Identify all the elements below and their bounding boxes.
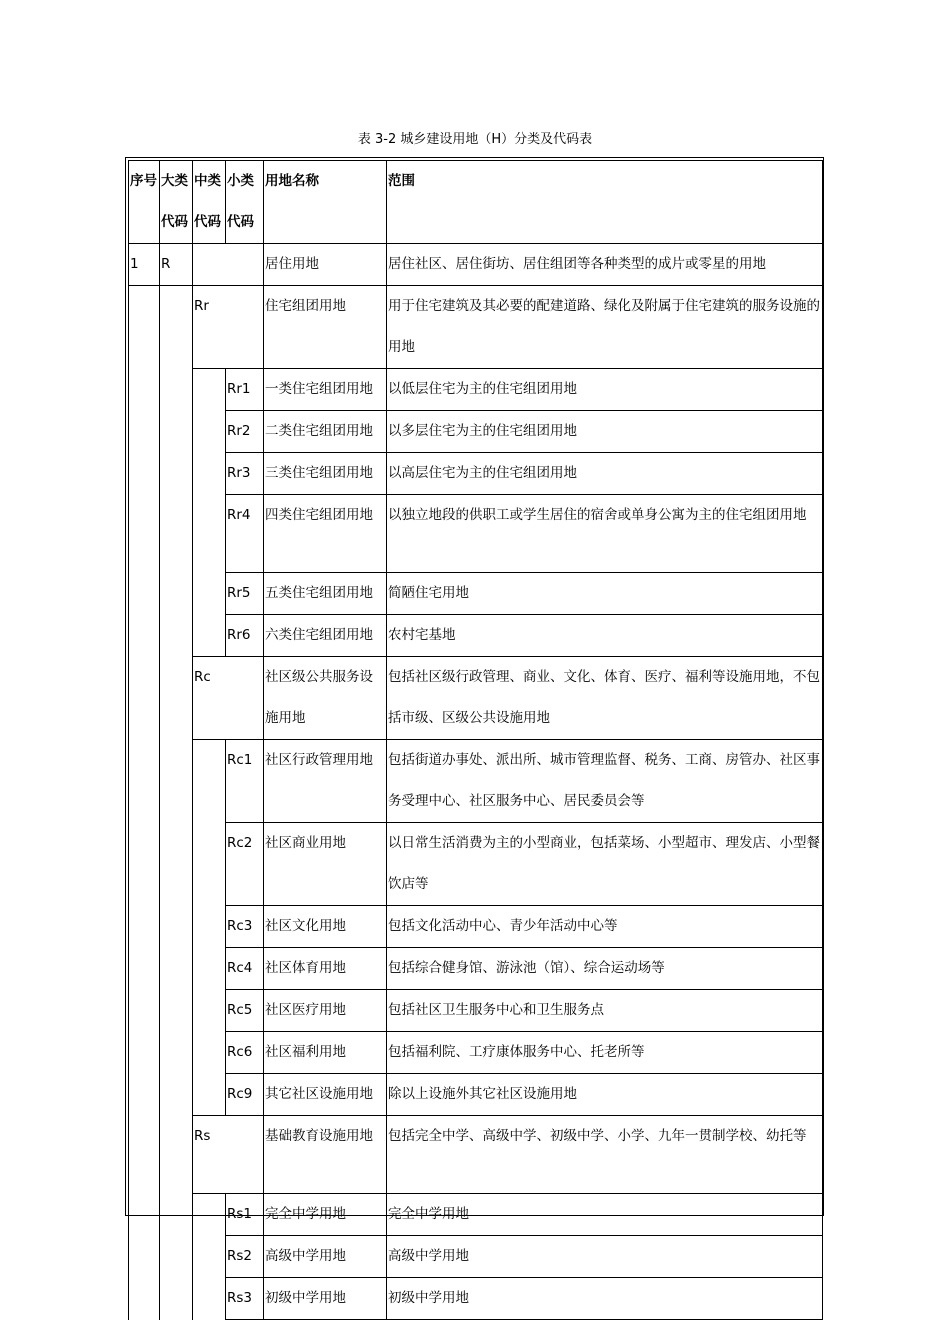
cell-seq	[129, 453, 160, 495]
land-use-table-frame	[125, 157, 824, 1306]
table-row	[129, 573, 823, 615]
table-row	[129, 495, 823, 573]
cell-scope: 用于住宅建筑及其必要的配建道路、绿化及附属于住宅建筑的服务设施的用地	[387, 286, 823, 369]
cell-major	[160, 906, 193, 948]
cell-seq	[129, 1032, 160, 1074]
cell-scope: 以多层住宅为主的住宅组团用地	[387, 411, 823, 453]
cell-name: 初级中学用地	[264, 1278, 387, 1320]
cell-seq	[129, 823, 160, 906]
cell-seq	[129, 948, 160, 990]
cell-scope: 初级中学用地	[387, 1278, 823, 1320]
cell-scope: 包括文化活动中心、青少年活动中心等	[387, 906, 823, 948]
cell-minor: Rs3	[226, 1278, 264, 1320]
cell-minor: Rr6	[226, 615, 264, 657]
header-row	[129, 161, 823, 244]
cell-major	[160, 573, 193, 615]
table-row	[129, 615, 823, 657]
cell-minor	[226, 657, 264, 740]
cell-name: 住宅组团用地	[264, 286, 387, 369]
cell-name: 社区商业用地	[264, 823, 387, 906]
cell-major	[160, 948, 193, 990]
cell-major	[160, 657, 193, 740]
cell-seq	[129, 1194, 160, 1236]
cell-name: 六类住宅组团用地	[264, 615, 387, 657]
cell-scope: 包括街道办事处、派出所、城市管理监督、税务、工商、房管办、社区事务受理中心、社区服务中心、居民委员会等	[387, 740, 823, 823]
table-row	[129, 244, 823, 286]
table-row	[129, 286, 823, 369]
cell-scope: 包括综合健身馆、游泳池（馆）、综合运动场等	[387, 948, 823, 990]
table-row	[129, 411, 823, 453]
cell-name: 完全中学用地	[264, 1194, 387, 1236]
land-use-classification-table	[128, 160, 823, 1320]
cell-middle	[193, 1032, 226, 1074]
cell-major	[160, 615, 193, 657]
cell-middle	[193, 823, 226, 906]
cell-name: 社区福利用地	[264, 1032, 387, 1074]
cell-major	[160, 990, 193, 1032]
cell-middle	[193, 1236, 226, 1278]
cell-middle	[193, 244, 226, 286]
cell-middle	[193, 740, 226, 823]
cell-scope: 包括社区卫生服务中心和卫生服务点	[387, 990, 823, 1032]
cell-major	[160, 495, 193, 573]
cell-minor: Rc3	[226, 906, 264, 948]
cell-minor	[226, 286, 264, 369]
cell-name: 一类住宅组团用地	[264, 369, 387, 411]
cell-middle	[193, 573, 226, 615]
header-middle: 中类代码	[193, 161, 226, 244]
cell-seq	[129, 573, 160, 615]
cell-name: 社区文化用地	[264, 906, 387, 948]
cell-name: 居住用地	[264, 244, 387, 286]
header-scope: 范围	[387, 161, 823, 244]
cell-major	[160, 411, 193, 453]
cell-seq	[129, 286, 160, 369]
cell-minor: Rc1	[226, 740, 264, 823]
cell-minor: Rs2	[226, 1236, 264, 1278]
cell-middle: Rc	[193, 657, 226, 740]
cell-scope: 农村宅基地	[387, 615, 823, 657]
table-row	[129, 1278, 823, 1320]
cell-minor: Rc2	[226, 823, 264, 906]
cell-name: 社区级公共服务设施用地	[264, 657, 387, 740]
cell-major	[160, 286, 193, 369]
cell-scope: 完全中学用地	[387, 1194, 823, 1236]
cell-middle	[193, 615, 226, 657]
cell-scope: 以日常生活消费为主的小型商业，包括菜场、小型超市、理发店、小型餐饮店等	[387, 823, 823, 906]
cell-major	[160, 1236, 193, 1278]
table-row	[129, 453, 823, 495]
cell-middle: Rr	[193, 286, 226, 369]
header-major: 大类代码	[160, 161, 193, 244]
cell-minor	[226, 244, 264, 286]
cell-scope: 以低层住宅为主的住宅组团用地	[387, 369, 823, 411]
cell-scope: 高级中学用地	[387, 1236, 823, 1278]
header-minor: 小类代码	[226, 161, 264, 244]
cell-name: 四类住宅组团用地	[264, 495, 387, 573]
cell-seq	[129, 495, 160, 573]
cell-seq	[129, 411, 160, 453]
cell-scope: 简陋住宅用地	[387, 573, 823, 615]
cell-seq	[129, 1278, 160, 1320]
cell-name: 社区医疗用地	[264, 990, 387, 1032]
table-row	[129, 1236, 823, 1278]
cell-major	[160, 1116, 193, 1194]
cell-name: 基础教育设施用地	[264, 1116, 387, 1194]
cell-seq	[129, 1074, 160, 1116]
cell-scope: 包括完全中学、高级中学、初级中学、小学、九年一贯制学校、幼托等	[387, 1116, 823, 1194]
cell-middle	[193, 1194, 226, 1236]
cell-minor: Rc6	[226, 1032, 264, 1074]
table-caption: 表 3-2 城乡建设用地（H）分类及代码表	[357, 132, 593, 147]
cell-major: R	[160, 244, 193, 286]
cell-minor: Rc9	[226, 1074, 264, 1116]
cell-middle	[193, 1074, 226, 1116]
table-row	[129, 1194, 823, 1236]
cell-scope: 包括社区级行政管理、商业、文化、体育、医疗、福利等设施用地，不包括市级、区级公共设施用地	[387, 657, 823, 740]
cell-seq	[129, 1236, 160, 1278]
cell-major	[160, 1074, 193, 1116]
table-row	[129, 740, 823, 823]
table-row	[129, 823, 823, 906]
cell-middle	[193, 495, 226, 573]
cell-seq	[129, 369, 160, 411]
table-row	[129, 657, 823, 740]
cell-seq	[129, 1116, 160, 1194]
cell-seq	[129, 657, 160, 740]
cell-middle	[193, 411, 226, 453]
table-row	[129, 1074, 823, 1116]
cell-seq	[129, 615, 160, 657]
cell-middle	[193, 453, 226, 495]
cell-name: 三类住宅组团用地	[264, 453, 387, 495]
cell-minor: Rc5	[226, 990, 264, 1032]
cell-scope: 除以上设施外其它社区设施用地	[387, 1074, 823, 1116]
table-row	[129, 1032, 823, 1074]
cell-middle	[193, 906, 226, 948]
cell-minor: Rr4	[226, 495, 264, 573]
cell-middle	[193, 369, 226, 411]
table-row	[129, 1116, 823, 1194]
cell-middle	[193, 990, 226, 1032]
table-row	[129, 906, 823, 948]
cell-seq	[129, 740, 160, 823]
cell-name: 高级中学用地	[264, 1236, 387, 1278]
cell-minor: Rr5	[226, 573, 264, 615]
cell-seq: 1	[129, 244, 160, 286]
cell-middle	[193, 948, 226, 990]
cell-middle	[193, 1278, 226, 1320]
cell-name: 社区行政管理用地	[264, 740, 387, 823]
cell-minor	[226, 1116, 264, 1194]
header-name: 用地名称	[264, 161, 387, 244]
cell-major	[160, 453, 193, 495]
cell-name: 二类住宅组团用地	[264, 411, 387, 453]
table-row	[129, 369, 823, 411]
cell-major	[160, 1032, 193, 1074]
cell-minor: Rr1	[226, 369, 264, 411]
cell-minor: Rr2	[226, 411, 264, 453]
cell-name: 五类住宅组团用地	[264, 573, 387, 615]
cell-seq	[129, 906, 160, 948]
cell-major	[160, 823, 193, 906]
table-row	[129, 990, 823, 1032]
cell-scope: 以高层住宅为主的住宅组团用地	[387, 453, 823, 495]
cell-major	[160, 740, 193, 823]
cell-minor: Rr3	[226, 453, 264, 495]
cell-name: 社区体育用地	[264, 948, 387, 990]
cell-major	[160, 1278, 193, 1320]
cell-middle: Rs	[193, 1116, 226, 1194]
cell-name: 其它社区设施用地	[264, 1074, 387, 1116]
cell-major	[160, 1194, 193, 1236]
cell-major	[160, 369, 193, 411]
cell-scope: 以独立地段的供职工或学生居住的宿舍或单身公寓为主的住宅组团用地	[387, 495, 823, 573]
cell-minor: Rs1	[226, 1194, 264, 1236]
cell-seq	[129, 990, 160, 1032]
header-seq: 序号	[129, 161, 160, 244]
cell-scope: 包括福利院、工疗康体服务中心、托老所等	[387, 1032, 823, 1074]
cell-minor: Rc4	[226, 948, 264, 990]
table-row	[129, 948, 823, 990]
cell-scope: 居住社区、居住街坊、居住组团等各种类型的成片或零星的用地	[387, 244, 823, 286]
